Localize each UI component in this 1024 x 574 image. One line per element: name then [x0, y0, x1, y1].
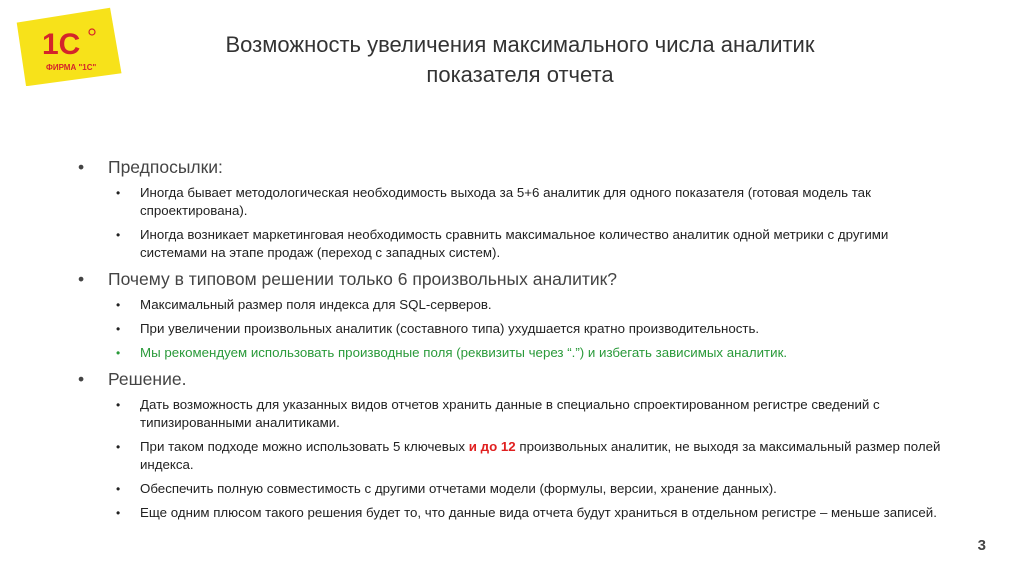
bullet: •: [78, 369, 85, 389]
list-item: • Обеспечить полную совместимость с другими отчетами модели (формулы, версии, хранение данных).: [116, 481, 777, 496]
bullet: •: [78, 157, 85, 177]
list-item: • Иногда бывает методологическая необходимость выхода за 5+6 аналитик для одного показателя (готовая модель так спроектирована).: [116, 185, 871, 218]
highlight-text: и до 12: [468, 439, 516, 454]
bullet: •: [116, 346, 121, 360]
logo-brand-text: 1С: [42, 28, 81, 61]
bullet: •: [116, 440, 121, 454]
section-heading: • Решение.: [78, 369, 187, 389]
bullet: •: [116, 482, 121, 496]
list-item: • Дать возможность для указанных видов отчетов хранить данные в специально спроектированном регистре сведений с типизированными аналитиками.: [116, 397, 880, 430]
list-item: • Иногда возникает маркетинговая необходимость сравнить максимальное количество аналитик одной метрики с другими системами на этапе продаж (переход с западных систем).: [116, 227, 889, 260]
list-item: • Еще одним плюсом такого решения будет то, что данные вида отчета будут храниться в отдельном регистре – меньше записей.: [116, 505, 937, 520]
section-heading: • Предпосылки:: [78, 157, 223, 177]
section-heading: • Почему в типовом решении только 6 произвольных аналитик?: [78, 269, 618, 289]
slide-content: [78, 150, 958, 522]
list-item: • Максимальный размер поля индекса для SQL-серверов.: [116, 297, 492, 312]
bullet: •: [116, 398, 121, 412]
bullet: •: [78, 269, 85, 289]
slide-title: [140, 30, 900, 90]
bullet: •: [116, 228, 121, 242]
slide-title-line1: Возможность увеличения максимального числа аналитик: [225, 32, 815, 57]
bullet: •: [116, 186, 121, 200]
logo-caption-text: ФИРМА "1С": [46, 63, 97, 72]
recommendation-item: • Мы рекомендуем использовать производные поля (реквизиты через “.”) и избегать зависимых аналитик.: [116, 345, 788, 360]
page-number: 3: [977, 537, 986, 554]
list-item: • При увеличении произвольных аналитик (составного типа) ухудшается кратно производительность.: [116, 321, 760, 336]
bullet: •: [116, 298, 121, 312]
logo-1c-icon: [12, 6, 124, 86]
bullet: •: [116, 322, 121, 336]
slide-title-line2: показателя отчета: [426, 62, 614, 87]
bullet: •: [116, 506, 121, 520]
list-item: • При таком подходе можно использовать 5 ключевых и до 12 произвольных аналитик, не выходя за максимальный размер полей индекса.: [116, 439, 941, 472]
company-logo: [12, 6, 124, 86]
